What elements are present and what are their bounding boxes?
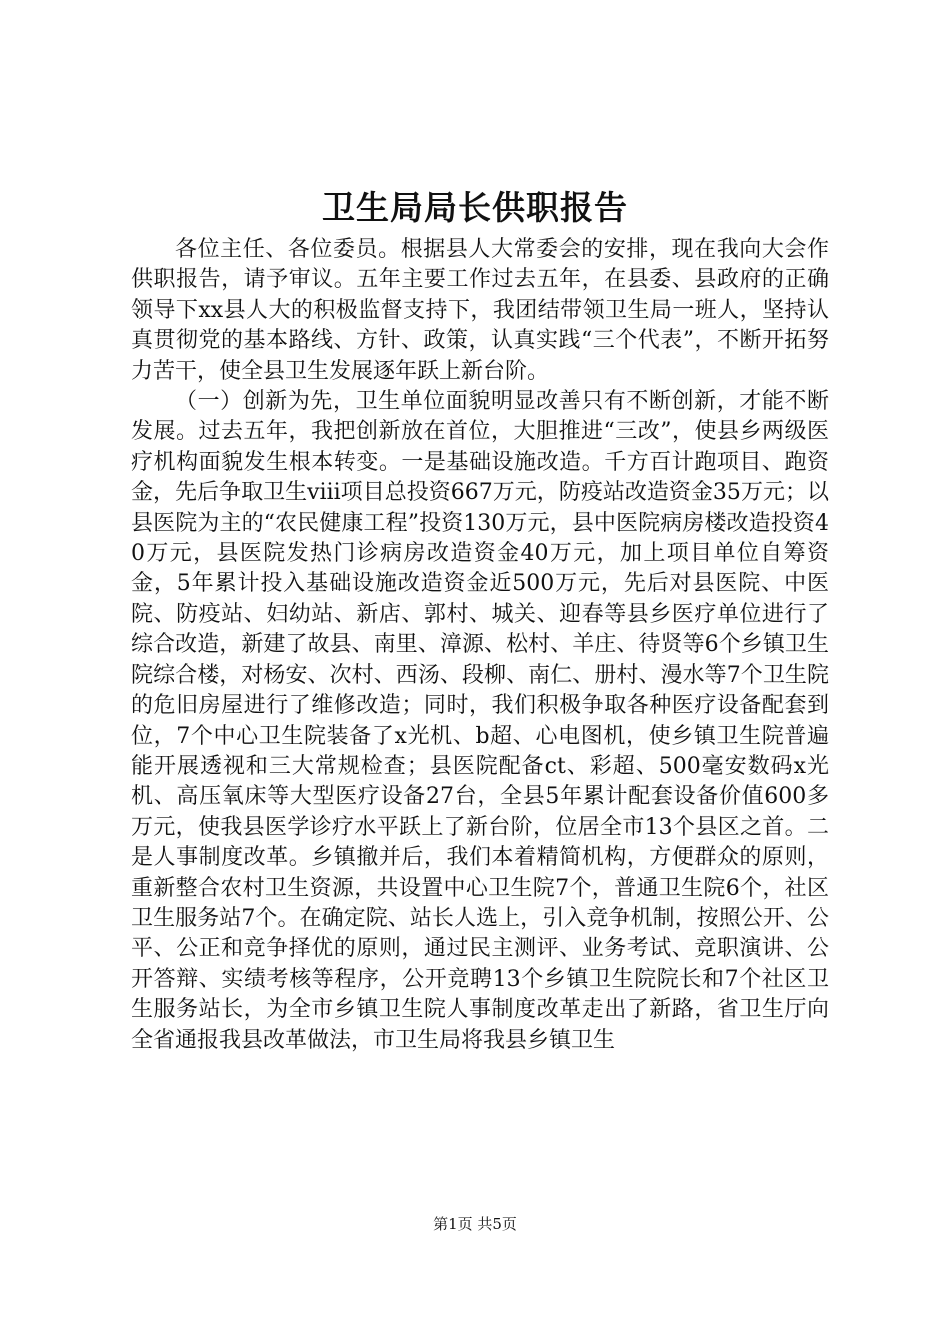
document-body [131,235,829,1056]
paragraph-intro: 各位主任、各位委员。根据县人大常委会的安排，现在我向大会作供职报告，请予审议。五年主要工作过去五年，在县委、县政府的正确领导下xx县人大的积极监督支持下，我团结带领卫生局一班人，坚持认真贯彻党的基本路线、方针、政策，认真实践“三个代表”，不断开拓努力苦干，使全县卫生发展逐年跃上新台阶。 [131,237,829,384]
page-footer: 第1页 共5页 [433,1215,517,1233]
document-title: 卫生局局长供职报告 [322,188,628,227]
paragraph-innovation: （一）创新为先，卫生单位面貌明显改善只有不断创新，才能不断发展。过去五年，我把创新放在首位，大胆推进“三改”，使县乡两级医疗机构面貌发生根本转变。一是基础设施改造。千方百计跑项目、跑资金，先后争取卫生ⅷ项目总投资667万元，防疫站改造资金35万元；以县医院为主的“农民健康工程”投资130万元，县中医院病房楼改造投资40万元，县医院发热门诊病房改造资金40万元，加上项目单位自筹资金，5年累计投入基础设施改造资金近500万元，先后对县医院、中医院、防疫站、妇幼站、新店、郭村、城关、迎春等县乡医疗单位进行了综合改造，新建了故县、南里、漳源、松村、羊庄、待贤等6个乡镇卫生院综合楼，对杨安、次村、西汤、段柳、南仁、册村、漫水等7个卫生院的危旧房屋进行了维修改造；同时，我们积极争取各种医疗设备配套到位，7个中心卫生院装备了x光机、b超、心电图机，使乡镇卫生院普遍能开展透视和三大常规检查；县医院配备ct、彩超、500毫安数码x光机、高压氧床等大型医疗设备27台，全县5年累计配套设备价值600多万元，使我县医学诊疗水平跃上了新台阶，位居全市13个县区之首。二是人事制度改革。乡镇撤并后，我们本着精简机构，方便群众的原则，重新整合农村卫生资源，共设置中心卫生院7个，普通卫生院6个，社区卫生服务站7个。在确定院、站长人选上，引入竞争机制，按照公开、公平、公正和竞争择优的原则，通过民主测评、业务考试、竞职演讲、公开答辩、实绩考核等程序，公开竞聘13个乡镇卫生院院长和7个社区卫生服务站长，为全市乡镇卫生院人事制度改革走出了新路，省卫生厅向全省通报我县改革做法，市卫生局将我县乡镇卫生 [131,389,829,1053]
